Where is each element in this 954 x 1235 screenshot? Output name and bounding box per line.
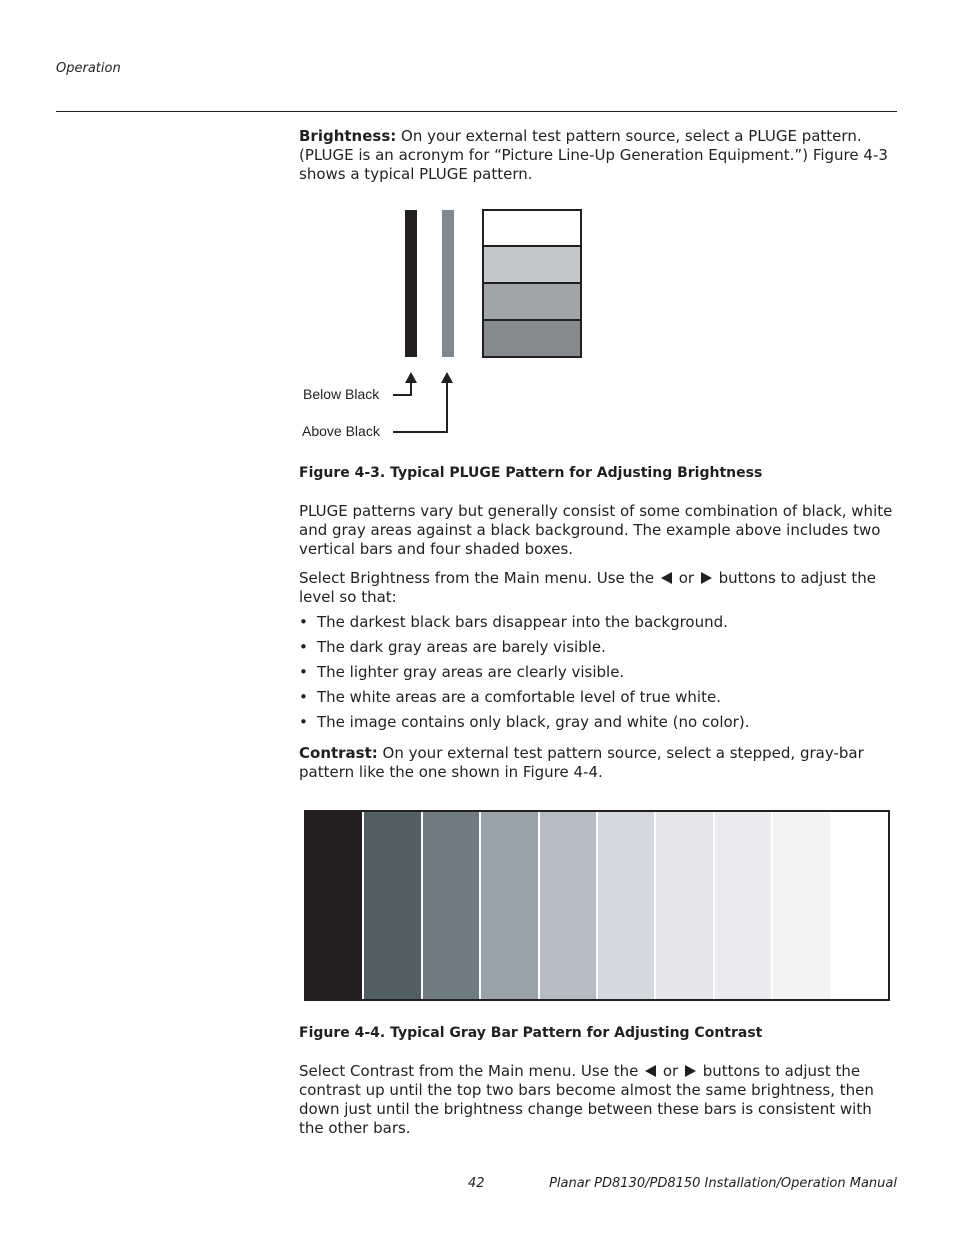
pluge-description: PLUGE patterns vary but generally consist of some combination of black, white and gray areas against a black background. The example above includes two vertical bars and four shaded boxes. — [299, 502, 893, 558]
gray-bar-6 — [598, 812, 656, 999]
medium-gray-box — [483, 283, 581, 320]
list-item-text: The lighter gray areas are clearly visible. — [317, 663, 625, 681]
right-arrow-icon — [685, 1065, 696, 1077]
gray-bar-5 — [540, 812, 598, 999]
running-header: Operation — [56, 61, 121, 76]
list-item: • The lighter gray areas are clearly visible. — [299, 663, 625, 681]
dark-gray-box — [483, 320, 581, 357]
white-box — [483, 210, 581, 246]
below-black-arrowhead-icon — [405, 372, 417, 383]
header-rule — [56, 111, 897, 112]
or-text: or — [658, 1062, 683, 1080]
gray-bar-4 — [481, 812, 539, 999]
gray-bar-2 — [364, 812, 422, 999]
list-item: • The image contains only black, gray and white (no color). — [299, 713, 750, 731]
gray-bar-8 — [715, 812, 773, 999]
left-arrow-icon — [645, 1065, 656, 1077]
above-black-label: Above Black — [302, 423, 380, 439]
below-black-bar — [405, 210, 417, 357]
brightness-paragraph — [299, 127, 899, 184]
above-black-bar — [442, 210, 454, 357]
list-item: • The white areas are a comfortable level of true white. — [299, 688, 721, 706]
select-contrast-text-2: buttons to adjust the contrast up until the top two bars become almost the same brightness, then down just until the brightness change between these bars is consistent with the other bars. — [299, 1062, 874, 1137]
figure-4-3-caption: Figure 4-3. Typical PLUGE Pattern for Adjusting Brightness — [299, 465, 763, 481]
below-black-label: Below Black — [303, 386, 380, 402]
contrast-paragraph — [299, 744, 899, 782]
brightness-checklist — [299, 613, 899, 738]
above-black-leader-line — [393, 380, 447, 432]
contrast-text: On your external test pattern source, select a stepped, gray-bar pattern like the one shown in Figure 4-4. — [299, 744, 864, 781]
select-contrast-text-1: Select Contrast from the Main menu. Use the — [299, 1062, 644, 1080]
list-item-text: The dark gray areas are barely visible. — [317, 638, 606, 656]
gray-bar-figure — [304, 810, 890, 1001]
contrast-label: Contrast: — [299, 744, 378, 762]
list-item-text: The white areas are a comfortable level of true white. — [317, 688, 721, 706]
gray-bar-1 — [306, 812, 364, 999]
list-item-text: The darkest black bars disappear into the background. — [317, 613, 728, 631]
or-text: or — [673, 569, 699, 587]
select-contrast-paragraph — [299, 1062, 899, 1138]
gray-bar-10 — [832, 812, 888, 999]
gray-bar-7 — [656, 812, 714, 999]
right-arrow-icon — [701, 572, 712, 584]
gray-bar-3 — [423, 812, 481, 999]
brightness-text: On your external test pattern source, select a PLUGE pattern. (PLUGE is an acronym for “Picture Line-Up Generation Equipment.”) Figure 4-3 shows a typical PLUGE pattern. — [299, 127, 888, 183]
above-black-arrowhead-icon — [441, 372, 453, 383]
figure-4-4-caption: Figure 4-4. Typical Gray Bar Pattern for Adjusting Contrast — [299, 1025, 763, 1041]
gray-bar-9 — [773, 812, 831, 999]
select-brightness-paragraph — [299, 569, 899, 607]
list-item: • The dark gray areas are barely visible. — [299, 638, 606, 656]
manual-title: Planar PD8130/PD8150 Installation/Operation Manual — [549, 1176, 897, 1191]
left-arrow-icon — [661, 572, 672, 584]
light-gray-box — [483, 246, 581, 283]
select-brightness-text-2: buttons to adjust the level so that: — [299, 569, 876, 606]
page-number: 42 — [468, 1176, 485, 1191]
list-item: • The darkest black bars disappear into the background. — [299, 613, 728, 631]
list-item-text: The image contains only black, gray and white (no color). — [317, 713, 750, 731]
select-brightness-text-1: Select Brightness from the Main menu. Use the — [299, 569, 659, 587]
pluge-figure — [290, 200, 600, 450]
brightness-label: Brightness: — [299, 127, 397, 145]
